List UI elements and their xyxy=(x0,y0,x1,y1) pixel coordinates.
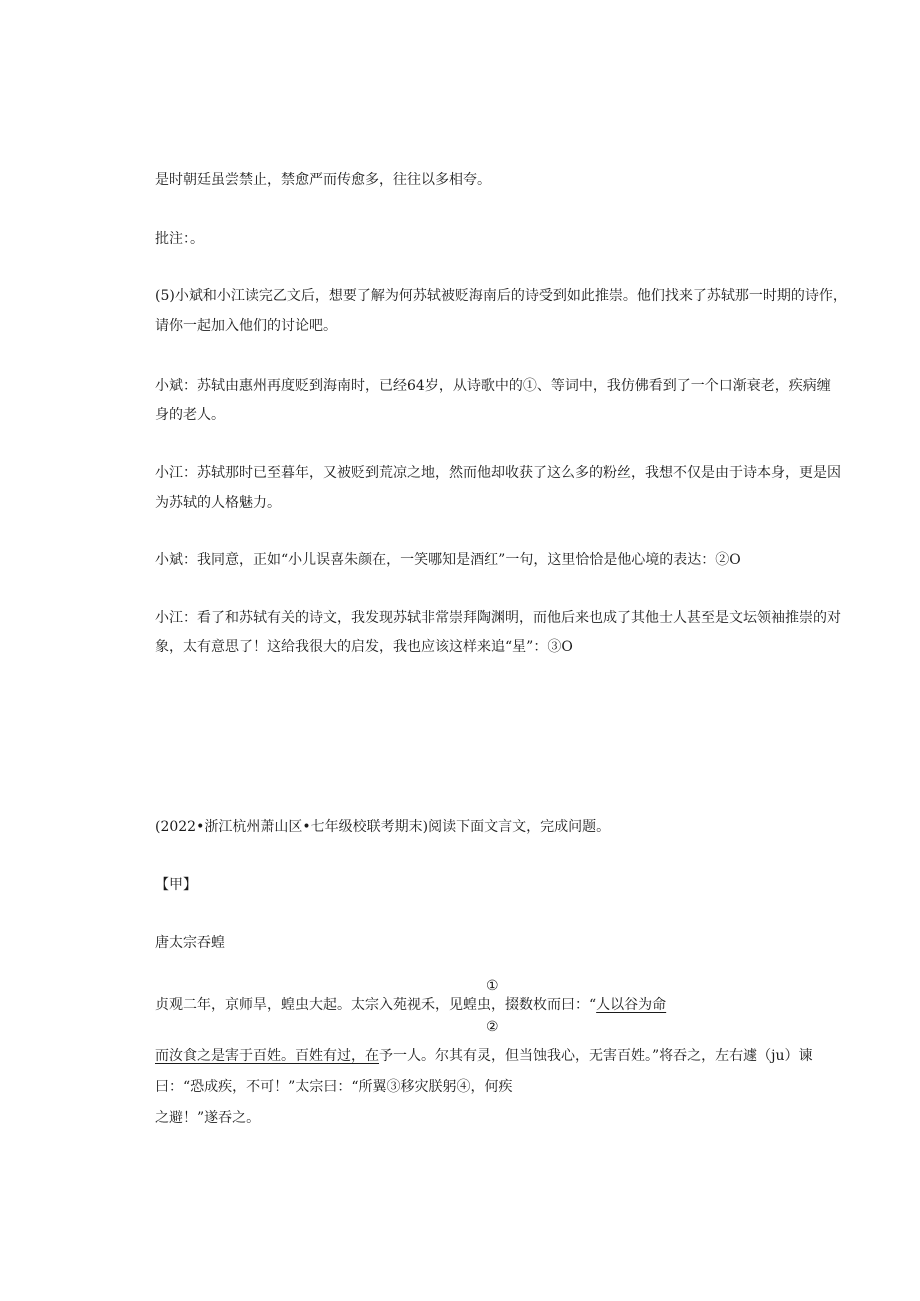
passage-line-1 xyxy=(155,995,666,1015)
annotation-line: 批注：。 xyxy=(155,231,204,247)
source-heading: (2022•浙江杭州萧山区•七年级校联考期末)阅读下面文言文，完成问题。 xyxy=(155,819,611,835)
footnote-marker-1: ① xyxy=(486,978,499,994)
passage-line-4: 之避！”遂吞之。 xyxy=(155,1110,261,1126)
passage-line-3: 曰：“恐成疾，不可！”太宗曰：“所翼③移灾朕躬④，何疾 xyxy=(155,1079,513,1095)
question-5-line-2: 请你一起加入他们的讨论吧。 xyxy=(155,318,337,334)
xiaojiang-line-2: 为苏轼的人格魅力。 xyxy=(155,495,281,511)
passage-line-2 xyxy=(155,1046,813,1066)
xiaobin-line-3: 小斌：我同意，正如“小儿误喜朱颜在，一笑哪知是酒红”一句，这里恰恰是他心境的表达：②O xyxy=(155,552,741,568)
question-5-line-1: (5)小斌和小江读完乙文后，想要了解为何苏轼被贬海南后的诗受到如此推崇。他们找来了苏轼那一时期的诗作， xyxy=(155,288,847,304)
passage-line-2-text: 予一人。尔其有灵，但当蚀我心，无害百姓。”将吞之，左右遽（ju）谏 xyxy=(379,1048,813,1064)
xiaobin-line-2: 身的老人。 xyxy=(155,407,225,423)
underlined-phrase-2: 而汝食之是害于百姓。百姓有过，在 xyxy=(155,1048,379,1064)
xiaojiang-line-4: 象，太有意思了！这给我很大的启发，我也应该这样来追“星”：③O xyxy=(155,639,573,655)
passage-line-1-text: 贞观二年，京师旱，蝗虫大起。太宗入苑视禾，见蝗虫，掇数枚而曰：“ xyxy=(155,997,597,1013)
passage-title: 唐太宗吞蝗 xyxy=(155,935,225,951)
footnote-marker-2: ② xyxy=(486,1019,499,1035)
section-jia-label: 【甲】 xyxy=(155,877,197,893)
xiaobin-line-1: 小斌：苏轼由惠州再度贬到海南时，已经64岁，从诗歌中的①、等词中，我仿佛看到了一个口渐衰老，疾病缠 xyxy=(155,378,831,394)
xiaojiang-line-1: 小江：苏轼那时已至暮年，又被贬到荒凉之地，然而他却收获了这么多的粉丝，我想不仅是由于诗本身，更是因 xyxy=(155,465,841,481)
underlined-phrase-1: 人以谷为命 xyxy=(596,997,667,1013)
text-line-1: 是时朝廷虽尝禁止，禁愈严而传愈多，往往以多相夸。 xyxy=(155,172,491,188)
xiaojiang-line-3: 小江：看了和苏轼有关的诗文，我发现苏轼非常崇拜陶渊明，而他后来也成了其他士人甚至是文坛领袖推崇的对 xyxy=(155,610,841,626)
